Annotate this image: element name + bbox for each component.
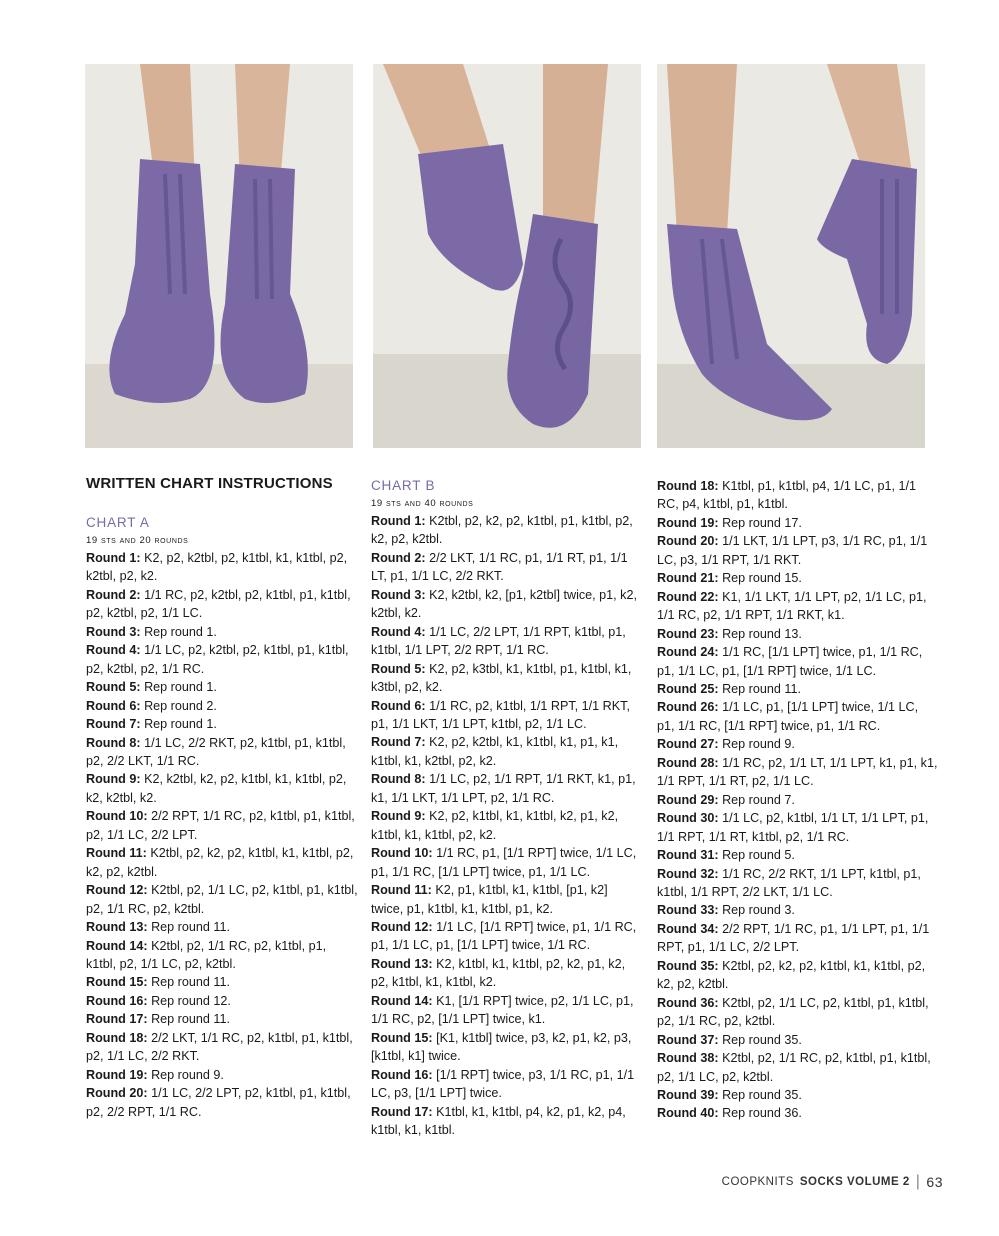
chart-b-subtitle: 19 sts and 40 rounds (371, 498, 474, 509)
round-label: Round 35: (657, 958, 719, 973)
round-instruction (657, 1049, 939, 1086)
round-text: 1/1 LC, p1, [1/1 LPT] twice, 1/1 LC, p1, 1/1 RC, [1/1 RPT] twice, p1, 1/1 RC. (657, 700, 919, 733)
round-instruction (371, 770, 643, 807)
section-heading: WRITTEN CHART INSTRUCTIONS (86, 475, 333, 492)
round-label: Round 24: (657, 645, 719, 660)
chart-b-title: CHART B (371, 478, 436, 493)
round-text: Rep round 36. (722, 1106, 802, 1121)
round-label: Round 22: (657, 589, 719, 604)
round-label: Round 38: (657, 1051, 719, 1066)
round-text: Rep round 35. (722, 1087, 802, 1102)
round-text: Rep round 13. (722, 626, 802, 641)
round-label: Round 17: (371, 1104, 433, 1119)
round-text: Rep round 7. (722, 792, 795, 807)
footer-book-title: SOCKS VOLUME 2 (799, 1176, 910, 1188)
round-label: Round 13: (371, 956, 433, 971)
round-label: Round 6: (86, 698, 141, 713)
chart-b-rounds-continued (657, 477, 939, 1123)
round-instruction (657, 588, 939, 625)
round-label: Round 4: (371, 624, 426, 639)
round-label: Round 27: (657, 737, 719, 752)
round-text: 2/2 RPT, 1/1 RC, p1, 1/1 LPT, p1, 1/1 RPT, p1, 1/1 LC, 2/2 LPT. (657, 921, 930, 955)
round-text: [1/1 RPT] twice, p3, 1/1 RC, p1, 1/1 LC, p3, [1/1 LPT] twice. (371, 1067, 635, 1101)
round-label: Round 8: (86, 735, 141, 750)
round-label: Round 25: (657, 681, 719, 696)
round-text: Rep round 1. (144, 717, 217, 732)
round-instruction (86, 844, 358, 881)
round-text: 2/2 RPT, 1/1 RC, p2, k1tbl, p1, k1tbl, p2, 1/1 LC, 2/2 LPT. (86, 809, 355, 842)
round-label: Round 7: (86, 717, 141, 732)
round-label: Round 1: (371, 514, 426, 528)
round-label: Round 11: (86, 846, 147, 861)
round-label: Round 34: (657, 921, 719, 936)
round-label: Round 40: (657, 1106, 719, 1121)
round-text: 1/1 RC, p2, 1/1 LT, 1/1 LPT, k1, p1, k1, 1/1 RPT, 1/1 RT, p2, 1/1 LC. (657, 755, 938, 789)
round-instruction (86, 937, 358, 974)
round-label: Round 3: (371, 587, 426, 602)
round-text: 2/2 LKT, 1/1 RC, p1, 1/1 RT, p1, 1/1 LT, p1, 1/1 LC, 2/2 RKT. (371, 550, 628, 584)
round-text: 1/1 RC, 2/2 RKT, 1/1 LPT, k1tbl, p1, k1tbl, 1/1 RPT, 2/2 LKT, 1/1 LC. (657, 866, 921, 899)
round-text: K2, p2, k2tbl, k1, k1tbl, k1, p1, k1, k1tbl, k1, k2tbl, p2, k2. (371, 735, 619, 768)
round-text: Rep round 1. (144, 624, 217, 639)
round-instruction (371, 807, 643, 844)
round-instruction (371, 733, 643, 770)
round-label: Round 32: (657, 866, 719, 881)
round-instruction (86, 678, 358, 696)
round-label: Round 12: (86, 883, 148, 898)
round-label: Round 8: (371, 772, 426, 787)
round-label: Round 5: (86, 680, 141, 695)
round-label: Round 6: (371, 698, 426, 713)
round-instruction (657, 514, 939, 532)
round-label: Round 7: (371, 735, 426, 750)
round-text: Rep round 17. (722, 515, 802, 530)
round-instruction (657, 901, 939, 919)
round-text: K2tbl, p2, 1/1 LC, p2, k1tbl, p1, k1tbl, p2, 1/1 RC, p2, k2tbl. (86, 883, 358, 916)
round-label: Round 10: (86, 809, 148, 824)
round-instruction (657, 809, 939, 846)
round-label: Round 23: (657, 626, 719, 641)
round-text: 2/2 LKT, 1/1 RC, p2, k1tbl, p1, k1tbl, p2, 1/1 LC, 2/2 RKT. (86, 1030, 353, 1064)
round-text: 1/1 LC, p2, k2tbl, p2, k1tbl, p1, k1tbl, p2, k2tbl, p2, 1/1 RC. (86, 643, 349, 676)
round-text: 1/1 LC, [1/1 RPT] twice, p1, 1/1 RC, p1, 1/1 LC, p1, [1/1 LPT] twice, 1/1 RC. (371, 919, 637, 953)
round-label: Round 21: (657, 571, 719, 586)
round-instruction (371, 549, 643, 586)
round-label: Round 19: (657, 515, 719, 530)
round-text: K1tbl, k1, k1tbl, p4, k2, p1, k2, p4, k1tbl, k1, k1tbl. (371, 1104, 626, 1137)
round-label: Round 16: (86, 993, 148, 1008)
round-instruction (657, 957, 939, 994)
round-instruction (371, 955, 643, 992)
round-text: K1, 1/1 LKT, 1/1 LPT, p2, 1/1 LC, p1, 1/1 RC, p2, 1/1 RPT, 1/1 RKT, k1. (657, 589, 927, 623)
photo-socks-side-view (373, 64, 641, 448)
round-text: [K1, k1tbl] twice, p3, k2, p1, k2, p3, [k1tbl, k1] twice. (371, 1030, 632, 1064)
round-instruction (371, 918, 643, 955)
footer-separator: | (915, 1173, 921, 1190)
round-instruction (371, 1103, 643, 1140)
round-instruction (657, 1086, 939, 1104)
round-label: Round 29: (657, 792, 719, 807)
round-text: 1/1 RC, p2, k2tbl, p2, k1tbl, p1, k1tbl, p2, k2tbl, p2, 1/1 LC. (86, 587, 351, 621)
round-instruction (657, 920, 939, 957)
round-instruction (371, 586, 643, 623)
chart-a-title: CHART A (86, 515, 150, 530)
page-number: 63 (926, 1174, 943, 1190)
round-label: Round 16: (371, 1067, 433, 1082)
round-label: Round 39: (657, 1087, 719, 1102)
round-text: K1, [1/1 RPT] twice, p2, 1/1 LC, p1, 1/1 RC, p2, [1/1 LPT] twice, k1. (371, 993, 634, 1027)
round-label: Round 33: (657, 903, 719, 918)
round-instruction (371, 992, 643, 1029)
round-text: K2, k2tbl, k2, p2, k1tbl, k1, k1tbl, p2, k2, k2tbl, k2. (86, 772, 347, 805)
photo-socks-back-view (85, 64, 353, 448)
round-text: Rep round 11. (151, 1012, 230, 1027)
round-label: Round 11: (371, 883, 432, 898)
column-chart-a (86, 474, 358, 1121)
round-text: Rep round 35. (722, 1032, 802, 1047)
round-instruction (86, 973, 358, 991)
round-label: Round 14: (86, 938, 148, 953)
round-text: Rep round 9. (151, 1067, 224, 1082)
round-instruction (86, 992, 358, 1010)
round-label: Round 26: (657, 700, 719, 715)
round-label: Round 10: (371, 846, 433, 861)
round-text: K2tbl, p2, k2, p2, k1tbl, k1, k1tbl, p2, k2, p2, k2tbl. (86, 846, 354, 879)
chart-b-rounds (371, 512, 643, 1139)
round-text: 1/1 RC, p2, k1tbl, 1/1 RPT, 1/1 RKT, p1, 1/1 LKT, 1/1 LPT, k1tbl, p2, 1/1 LC. (371, 698, 630, 731)
round-text: 1/1 LC, p2, 1/1 RPT, 1/1 RKT, k1, p1, k1, 1/1 LKT, 1/1 LPT, p2, 1/1 RC. (371, 772, 636, 805)
footer-brand: COOPKNITS (721, 1176, 794, 1188)
round-instruction (86, 881, 358, 918)
round-label: Round 20: (657, 534, 719, 549)
round-label: Round 15: (86, 975, 148, 990)
round-instruction (86, 807, 358, 844)
round-text: Rep round 15. (722, 571, 802, 586)
round-label: Round 36: (657, 995, 719, 1010)
page-footer (722, 1173, 943, 1191)
round-instruction (86, 549, 358, 586)
round-text: K2, k2tbl, k2, [p1, k2tbl] twice, p1, k2, k2tbl, k2. (371, 587, 637, 621)
round-label: Round 30: (657, 811, 719, 826)
round-text: K1tbl, p1, k1tbl, p4, 1/1 LC, p1, 1/1 RC, p4, k1tbl, p1, k1tbl. (657, 479, 917, 512)
round-instruction (657, 754, 939, 791)
round-instruction (86, 918, 358, 936)
round-instruction (86, 697, 358, 715)
round-text: K2, p2, k1tbl, k1, k1tbl, k2, p1, k2, k1tbl, k1, k1tbl, p2, k2. (371, 809, 619, 842)
round-instruction (371, 1066, 643, 1103)
round-text: K2tbl, p2, k2, p2, k1tbl, k1, k1tbl, p2, k2, p2, k2tbl. (657, 958, 926, 992)
round-label: Round 37: (657, 1032, 719, 1047)
round-label: Round 31: (657, 848, 719, 863)
round-label: Round 5: (371, 661, 426, 676)
round-instruction (371, 881, 643, 918)
round-label: Round 2: (86, 587, 141, 602)
round-label: Round 15: (371, 1030, 433, 1045)
round-text: K2tbl, p2, k2, p2, k1tbl, p1, k1tbl, p2, k2, p2, k2tbl. (371, 514, 633, 547)
column-chart-b (371, 474, 643, 1139)
round-instruction (86, 623, 358, 641)
round-instruction (657, 625, 939, 643)
round-instruction (371, 697, 643, 734)
round-label: Round 9: (86, 772, 141, 787)
round-label: Round 14: (371, 993, 433, 1008)
round-text: Rep round 3. (722, 903, 795, 918)
round-text: Rep round 11. (151, 975, 230, 990)
round-text: Rep round 2. (144, 698, 217, 713)
round-label: Round 17: (86, 1012, 148, 1027)
round-instruction (371, 660, 643, 697)
round-instruction (657, 846, 939, 864)
round-instruction (657, 865, 939, 902)
round-text: K2tbl, p2, 1/1 RC, p2, k1tbl, p1, k1tbl, p2, 1/1 LC, p2, k2tbl. (657, 1051, 931, 1084)
round-label: Round 12: (371, 919, 433, 934)
round-text: K2, p2, k2tbl, p2, k1tbl, k1, k1tbl, p2, k2tbl, p2, k2. (86, 551, 348, 584)
round-text: 1/1 RC, p1, [1/1 RPT] twice, 1/1 LC, p1, 1/1 RC, [1/1 LPT] twice, p1, 1/1 LC. (371, 846, 637, 879)
round-label: Round 19: (86, 1067, 148, 1082)
round-text: K2tbl, p2, 1/1 LC, p2, k1tbl, p1, k1tbl, p2, 1/1 RC, p2, k2tbl. (657, 995, 929, 1029)
round-instruction (371, 844, 643, 881)
round-text: 1/1 LC, 2/2 LPT, 1/1 RPT, k1tbl, p1, k1tbl, 1/1 LPT, 2/2 RPT, 1/1 RC. (371, 624, 626, 658)
round-text: Rep round 12. (151, 993, 231, 1008)
photo-socks-front-view (657, 64, 925, 448)
round-text: Rep round 9. (722, 737, 795, 752)
round-text: Rep round 1. (144, 680, 217, 695)
round-instruction (86, 715, 358, 733)
round-text: Rep round 11. (151, 920, 230, 935)
chart-a-subtitle: 19 sts and 20 rounds (86, 535, 189, 546)
round-label: Round 3: (86, 624, 141, 639)
round-instruction (371, 623, 643, 660)
round-instruction (657, 680, 939, 698)
round-text: 1/1 LC, p2, k1tbl, 1/1 LT, 1/1 LPT, p1, 1/1 RPT, 1/1 RT, k1tbl, p2, 1/1 RC. (657, 811, 929, 844)
round-label: Round 18: (657, 479, 719, 493)
round-label: Round 20: (86, 1086, 148, 1101)
round-instruction (657, 569, 939, 587)
round-label: Round 28: (657, 755, 719, 770)
round-instruction (657, 643, 939, 680)
round-instruction (86, 734, 358, 771)
chart-a-rounds (86, 549, 358, 1121)
round-instruction (657, 698, 939, 735)
round-label: Round 1: (86, 551, 141, 565)
round-instruction (86, 1010, 358, 1028)
round-instruction (657, 735, 939, 753)
round-text: 1/1 RC, [1/1 LPT] twice, p1, 1/1 RC, p1, 1/1 LC, p1, [1/1 RPT] twice, 1/1 LC. (657, 645, 923, 678)
round-label: Round 4: (86, 643, 141, 658)
round-instruction (657, 994, 939, 1031)
round-instruction (371, 1029, 643, 1066)
round-instruction (657, 532, 939, 569)
column-chart-b-continued (657, 474, 939, 1123)
round-instruction (86, 770, 358, 807)
round-instruction (657, 791, 939, 809)
round-text: K2, p1, k1tbl, k1, k1tbl, [p1, k2] twice, p1, k1tbl, k1, k1tbl, p1, k2. (371, 883, 608, 916)
round-text: Rep round 11. (722, 681, 801, 696)
round-instruction (657, 477, 939, 514)
round-instruction (657, 1104, 939, 1122)
round-instruction (86, 1066, 358, 1084)
round-text: K2, k1tbl, k1, k1tbl, p2, k2, p1, k2, p2, k1tbl, k1, k1tbl, k2. (371, 956, 626, 990)
round-instruction (86, 586, 358, 623)
round-text: 1/1 LKT, 1/1 LPT, p3, 1/1 RC, p1, 1/1 LC, p3, 1/1 RPT, 1/1 RKT. (657, 534, 928, 567)
round-label: Round 18: (86, 1030, 148, 1045)
round-instruction (86, 641, 358, 678)
round-label: Round 2: (371, 550, 426, 565)
round-instruction (371, 512, 643, 549)
round-instruction (657, 1031, 939, 1049)
round-label: Round 13: (86, 920, 148, 935)
round-text: K2tbl, p2, 1/1 RC, p2, k1tbl, p1, k1tbl, p2, 1/1 LC, p2, k2tbl. (86, 938, 327, 971)
round-label: Round 9: (371, 809, 426, 824)
round-text: K2, p2, k3tbl, k1, k1tbl, p1, k1tbl, k1, k3tbl, p2, k2. (371, 661, 632, 695)
round-text: Rep round 5. (722, 848, 795, 863)
round-text: 1/1 LC, 2/2 RKT, p2, k1tbl, p1, k1tbl, p2, 2/2 LKT, 1/1 RC. (86, 735, 346, 768)
round-instruction (86, 1084, 358, 1121)
round-instruction (86, 1029, 358, 1066)
round-text: 1/1 LC, 2/2 LPT, p2, k1tbl, p1, k1tbl, p2, 2/2 RPT, 1/1 RC. (86, 1086, 351, 1119)
